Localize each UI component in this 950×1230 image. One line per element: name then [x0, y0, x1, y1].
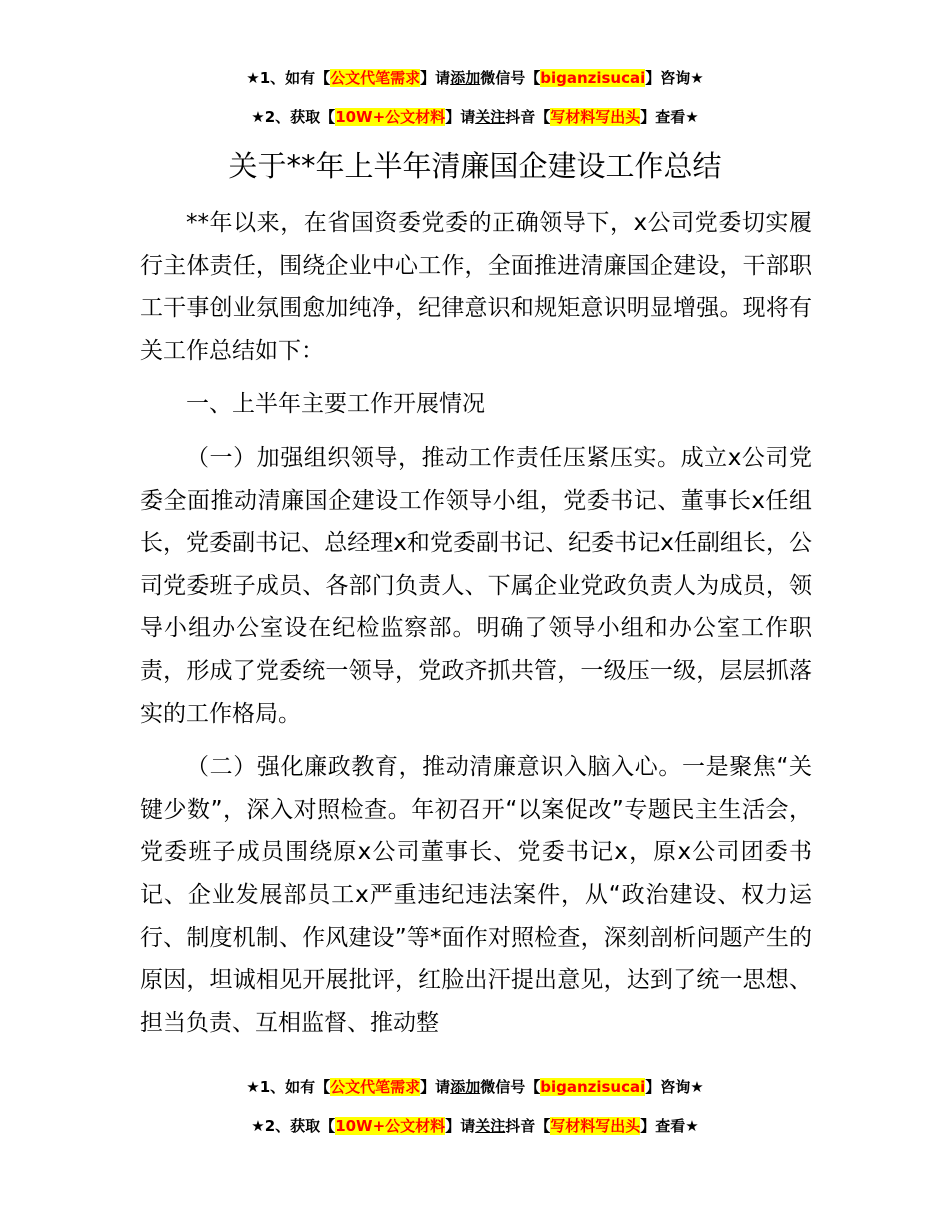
banner-wechat-id: biganzisucai	[540, 1078, 646, 1096]
banner-text: 抖音【	[505, 1117, 551, 1135]
top-banner-line-2	[0, 107, 950, 127]
paragraph-organization: （一）加强组织领导，推动工作责任压紧压实。成立x公司党委全面推动清廉国企建设工作领导小组，党委书记、董事长x任组长，党委副书记、总经理x和党委副书记、纪委书记x任副组长，公司党委班子成员、各部门负责人、下属企业党政负责人为成员，领导小组办公室设在纪检监察部。明确了领导小组和办公室工作职责，形成了党委统一领导，党政齐抓共管，一级压一级，层层抓落实的工作格局。	[140, 444, 812, 727]
banner-suffix: 】查看★	[640, 1117, 699, 1135]
top-banner-line-1	[0, 68, 950, 88]
banner-underlined-text: 关注	[475, 1117, 506, 1135]
banner-text: 】请	[420, 69, 451, 87]
section-heading: 一、上半年主要工作开展情况	[186, 391, 485, 418]
banner-text: 】请	[445, 1117, 476, 1135]
banner-text: 微信号【	[480, 69, 541, 87]
banner-text: 抖音【	[505, 108, 551, 126]
bottom-banner-line-1	[0, 1077, 950, 1097]
document-body	[140, 202, 812, 1044]
banner-suffix: 】查看★	[640, 108, 699, 126]
banner-suffix: 】咨询★	[645, 1078, 704, 1096]
banner-text: 微信号【	[480, 1078, 541, 1096]
banner-underlined-text: 添加	[450, 69, 481, 87]
banner-wechat-id: biganzisucai	[540, 69, 646, 87]
banner-douyin-id: 写材料写出头	[550, 1117, 641, 1135]
banner-highlight: 公文代笔需求	[330, 1078, 421, 1096]
banner-highlight: 10W+公文材料	[335, 1117, 446, 1135]
banner-prefix: ★2、获取【	[251, 108, 336, 126]
banner-underlined-text: 关注	[475, 108, 506, 126]
banner-douyin-id: 写材料写出头	[550, 108, 641, 126]
banner-underlined-text: 添加	[450, 1078, 481, 1096]
banner-prefix: ★1、如有【	[246, 1078, 331, 1096]
bottom-banner-line-2	[0, 1116, 950, 1136]
banner-text: 】请	[445, 108, 476, 126]
paragraph-education: （二）强化廉政教育，推动清廉意识入脑入心。一是聚焦“关键少数”，深入对照检查。年初召开“以案促改”专题民主生活会，党委班子成员围绕原x公司董事长、党委书记x，原x公司团委书记、企业发展部员工x严重违纪违法案件，从“政治建设、权力运行、制度机制、作风建设”等*面作对照检查，深刻剖析问题产生的原因，坦诚相见开展批评，红脸出汗提出意见，达到了统一思想、担当负责、互相监督、推动整	[140, 754, 812, 1036]
banner-prefix: ★1、如有【	[246, 69, 331, 87]
paragraph-intro: **年以来，在省国资委党委的正确领导下，x公司党委切实履行主体责任，围绕企业中心工作，全面推进清廉国企建设，干部职工干事创业氛围愈加纯净，纪律意识和规矩意识明显增强。现将有关工作总结如下：	[140, 210, 812, 364]
document-title: 关于**年上半年清廉国企建设工作总结	[228, 149, 722, 183]
banner-highlight: 公文代笔需求	[330, 69, 421, 87]
banner-suffix: 】咨询★	[645, 69, 704, 87]
banner-highlight: 10W+公文材料	[335, 108, 446, 126]
banner-prefix: ★2、获取【	[251, 1117, 336, 1135]
banner-text: 】请	[420, 1078, 451, 1096]
